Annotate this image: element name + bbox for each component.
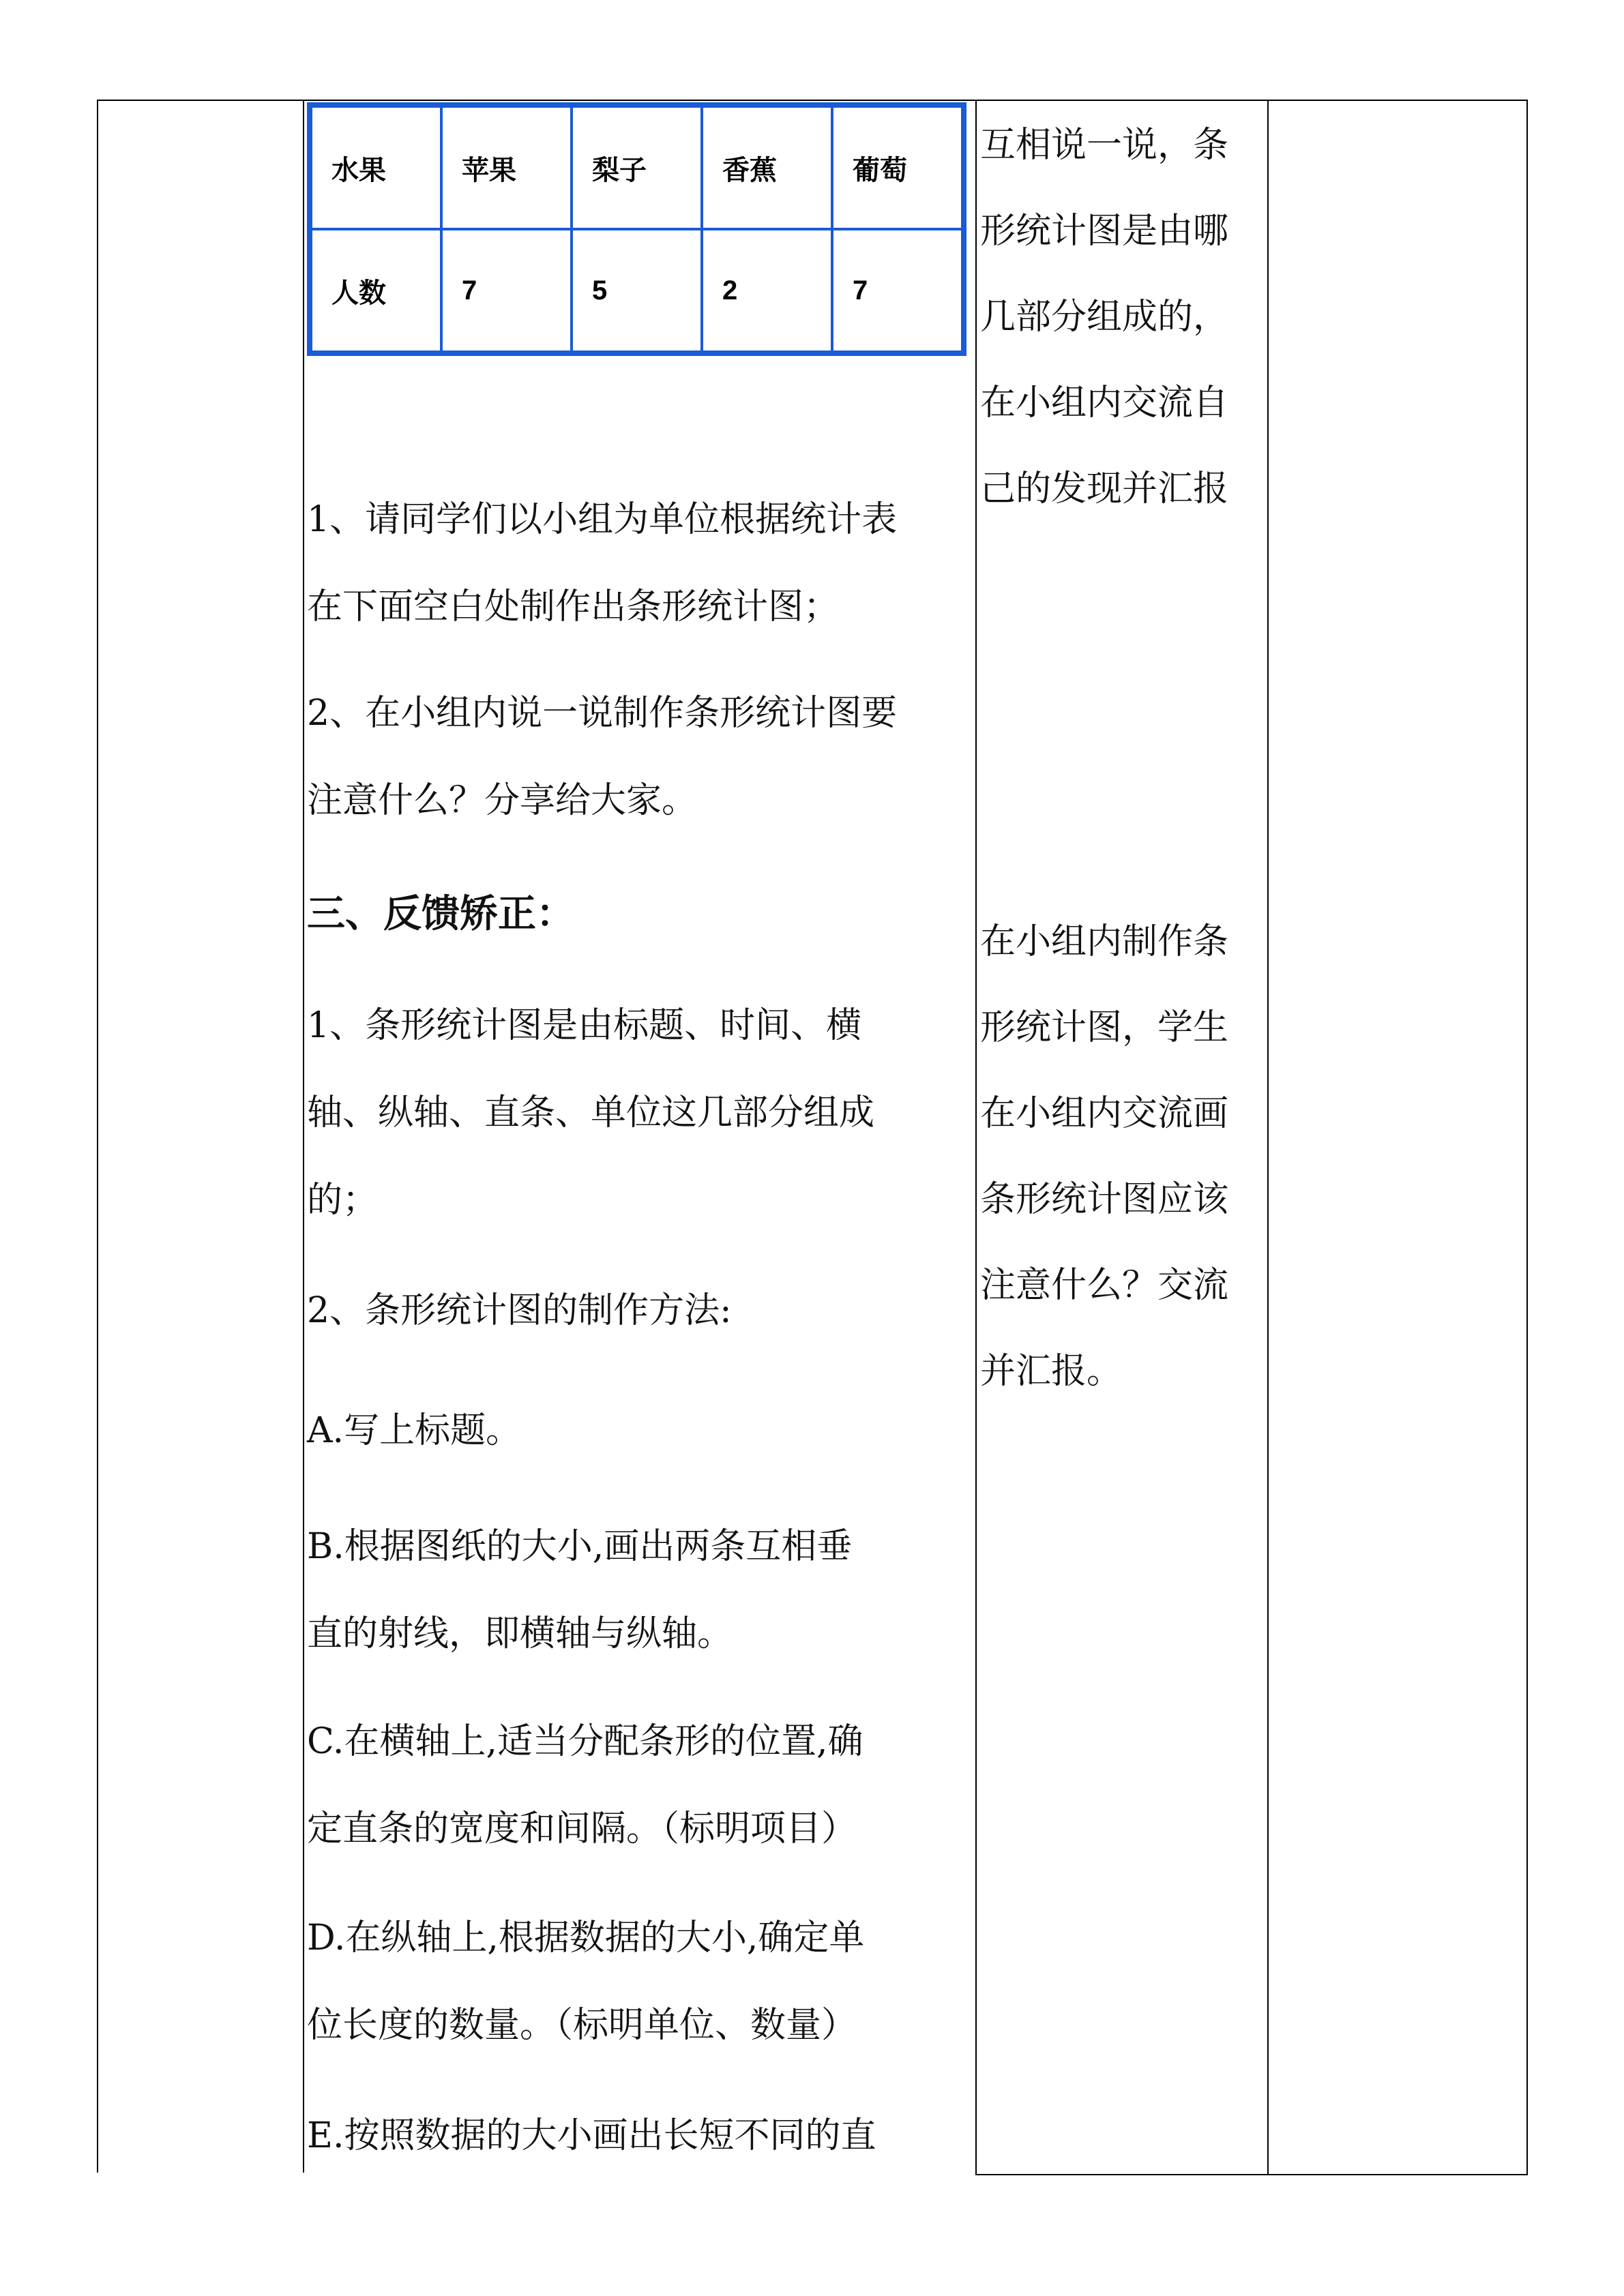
paragraph-line: 条形统计图应该 (980, 1179, 1229, 1220)
paragraph-line: 注意什么？交流 (980, 1265, 1229, 1306)
method-step-d (307, 1894, 975, 2069)
table-left-border (97, 100, 98, 2173)
column-divider-3 (1267, 100, 1269, 2175)
method-step-c (307, 1698, 975, 1873)
paragraph-line: 轴、纵轴、直条、单位这几部分组成 (307, 1092, 875, 1133)
table-right-border (1526, 100, 1528, 2175)
paragraph-line: 位长度的数量。（标明单位、数量） (307, 2005, 857, 2046)
table-top-border (97, 100, 1528, 101)
method-step-e: E.按照数据的大小画出长短不同的直 (307, 2115, 876, 2156)
paragraph-line: 几部分组成的， (980, 297, 1229, 338)
paragraph-line: B.根据图纸的大小,画出两条互相垂 (307, 1526, 853, 1567)
paragraph-line: C.在横轴上,适当分配条形的位置,确 (307, 1721, 863, 1762)
table-cell: 葡萄 (832, 106, 962, 229)
section-heading: 三、反馈矫正： (307, 891, 574, 936)
paragraph-line: 的； (307, 1180, 379, 1221)
paragraph-line: D.在纵轴上,根据数据的大小,确定单 (307, 1918, 865, 1958)
method-step-b (307, 1503, 975, 1678)
student-activity-2 (980, 899, 1267, 1414)
task-section-2 (307, 670, 975, 844)
column-divider-2 (975, 100, 977, 2175)
paragraph-line: 互相说一说，条 (980, 125, 1229, 166)
table-row (311, 229, 962, 352)
paragraph-line: 在小组内制作条 (980, 921, 1229, 962)
paragraph-line: 2、在小组内说一说制作条形统计图要 (307, 693, 898, 734)
method-heading: 2、条形统计图的制作方法: (307, 1290, 732, 1331)
column-divider-1 (303, 100, 304, 2173)
table-cell: 7 (832, 229, 962, 352)
method-step-a: A.写上标题。 (307, 1410, 522, 1451)
table-row (311, 106, 962, 229)
paragraph-line: 在下面空白处制作出条形统计图； (307, 586, 840, 627)
paragraph-line: 己的发现并汇报 (980, 468, 1229, 509)
table-cell: 苹果 (441, 106, 572, 229)
task-section (307, 476, 975, 651)
paragraph-line: 在小组内交流画 (980, 1093, 1229, 1134)
paragraph-line: 1、请同学们以小组为单位根据统计表 (307, 499, 898, 540)
table-cell: 5 (572, 229, 702, 352)
side-column-bottom-border (975, 2174, 1528, 2175)
fruit-stats-table (307, 102, 966, 356)
paragraph-line: 在小组内交流自 (980, 383, 1229, 423)
paragraph-line: 形统计图，学生 (980, 1007, 1229, 1048)
paragraph-line: 1、条形统计图是由标题、时间、横 (307, 1005, 862, 1046)
table-cell: 香蕉 (702, 106, 832, 229)
paragraph-line: 并汇报。 (980, 1351, 1123, 1392)
paragraph-line: 注意什么？分享给大家。 (307, 780, 698, 821)
feedback-section (307, 982, 975, 1244)
table-cell: 2 (702, 229, 832, 352)
table-cell: 人数 (311, 229, 441, 352)
paragraph-line: 直的射线，即横轴与纵轴。 (307, 1613, 733, 1654)
table-cell: 7 (441, 229, 572, 352)
table-cell: 梨子 (572, 106, 702, 229)
table-cell: 水果 (311, 106, 441, 229)
student-activity-1 (980, 102, 1267, 532)
paragraph-line: 形统计图是由哪 (980, 211, 1229, 252)
paragraph-line: 定直条的宽度和间隔。（标明项目） (307, 1808, 857, 1849)
